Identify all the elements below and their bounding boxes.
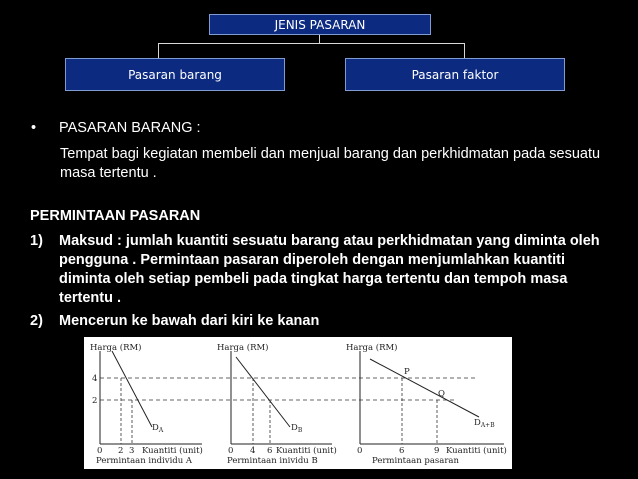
x-axis-label: Kuantiti (unit)	[142, 446, 203, 456]
diagram-child-label: Pasaran barang	[128, 67, 222, 82]
demand-graphs-panel	[84, 337, 512, 469]
diagram-child-box-pasaran-barang	[65, 58, 285, 91]
list-item-text: Mencerun ke bawah dari kiri ke kanan	[59, 313, 320, 329]
list-item-number: 1)	[30, 233, 43, 249]
graph-market	[346, 342, 507, 466]
y-axis-label: Harga (RM)	[90, 343, 142, 353]
diagram-root-box	[209, 14, 431, 35]
price-tick-4: 4	[92, 374, 98, 384]
graph-caption: Permintaan pasaran	[372, 456, 459, 466]
x-tick: 0	[228, 446, 234, 456]
connector-left	[158, 43, 159, 58]
graph-caption: Permintaan individu A	[96, 456, 193, 466]
graph-individual-a	[90, 342, 203, 466]
x-tick: 3	[129, 446, 135, 456]
bullet-title: PASARAN BARANG :	[59, 120, 201, 136]
point-label-p: P	[404, 367, 410, 377]
x-tick: 9	[434, 446, 440, 456]
diagram-root-label: JENIS PASARAN	[274, 17, 366, 32]
bullet-marker: •	[31, 120, 37, 136]
y-axis-label: Harga (RM)	[217, 343, 269, 353]
connector-right	[464, 43, 465, 58]
x-tick: 0	[357, 446, 363, 456]
x-axis-label: Kuantiti (unit)	[276, 446, 337, 456]
x-tick: 4	[250, 446, 256, 456]
x-tick: 6	[399, 446, 405, 456]
graph-individual-b	[217, 342, 337, 466]
list-item-text: Maksud : jumlah kuantiti sesuatu barang atau perkhidmatan yang diminta oleh pengguna . Permintaan pasaran diperoleh dengan menjumlahkan kuantiti diminta oleh setiap pembeli pada tingkat harga tertentu dan tempoh masa tertentu .	[59, 233, 600, 306]
demand-curve-b	[236, 357, 290, 427]
x-axis-label: Kuantiti (unit)	[446, 446, 507, 456]
x-tick: 6	[267, 446, 273, 456]
bullet-description: Tempat bagi kegiatan membeli dan menjual barang dan perkhidmatan pada sesuatu masa tertentu .	[60, 146, 601, 181]
diagram-child-label: Pasaran faktor	[411, 67, 499, 82]
graph-caption: Permintaan inividu B	[227, 456, 318, 466]
list-item-number: 2)	[30, 313, 43, 329]
connector-horizontal	[158, 43, 465, 44]
demand-curve-market	[370, 359, 479, 417]
curve-label: $D_{A+B}$	[474, 418, 495, 429]
demand-graphs-figure	[84, 337, 512, 469]
curve-label: $D_A$	[152, 423, 164, 434]
x-tick: 2	[118, 446, 124, 456]
price-tick-2: 2	[92, 396, 98, 406]
curve-label: $D_B$	[291, 423, 303, 434]
y-axis-label: Harga (RM)	[346, 343, 398, 353]
x-tick: 0	[97, 446, 103, 456]
section-title: PERMINTAAN PASARAN	[30, 208, 201, 224]
point-label-q: Q	[438, 389, 445, 399]
diagram-child-box-pasaran-faktor	[345, 58, 565, 91]
